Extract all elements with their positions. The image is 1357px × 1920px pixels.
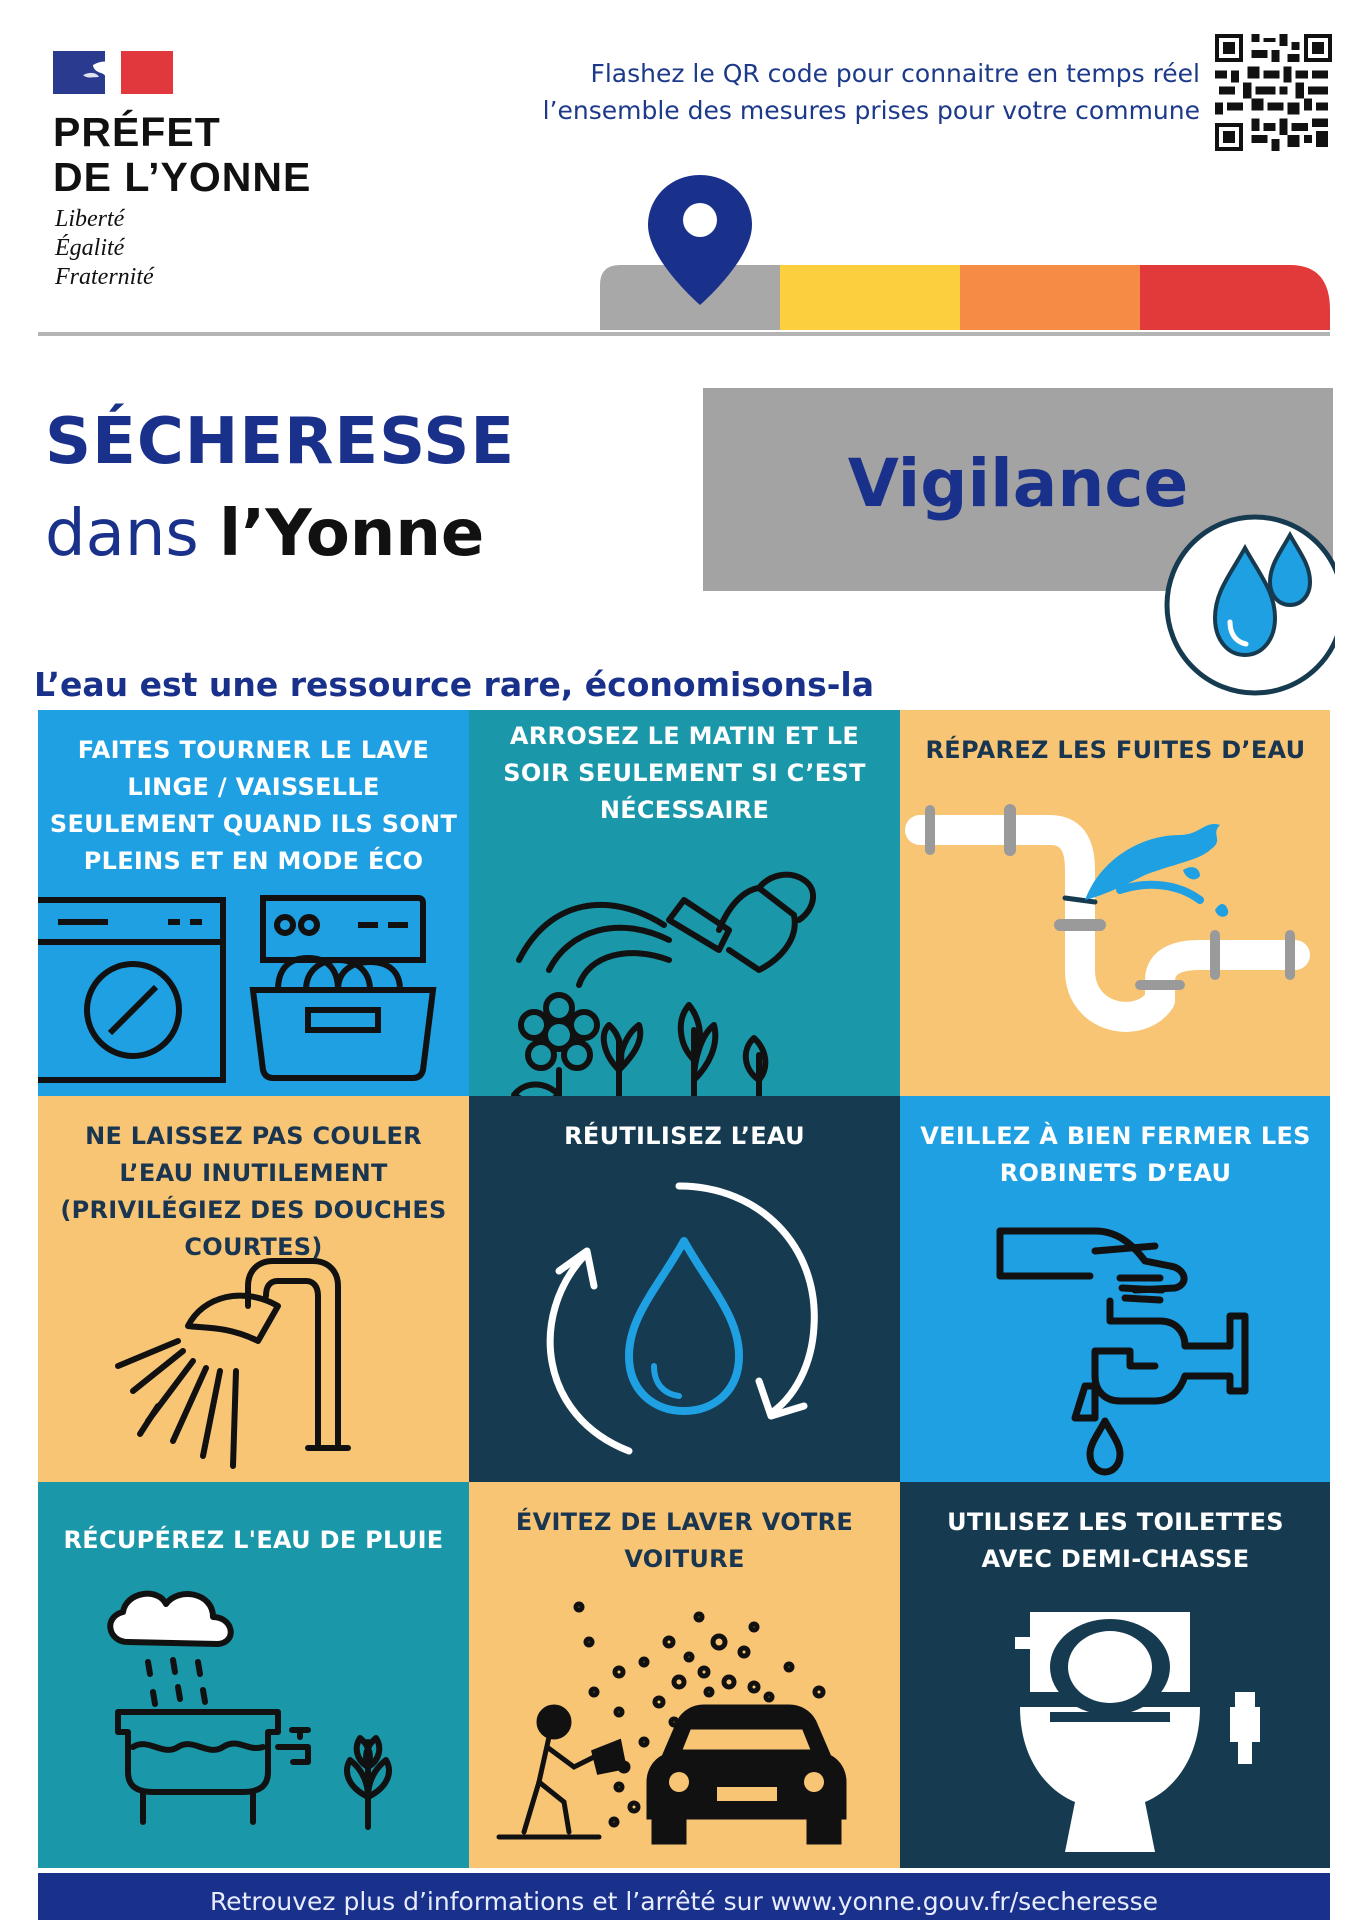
tip-car-wash	[469, 1482, 900, 1868]
water-drops-icon	[1160, 510, 1335, 700]
gauge-segment-red	[1140, 265, 1330, 330]
caption-line: (PRIVILÉGIEZ DES DOUCHES	[60, 1196, 447, 1224]
recycle-drop-icon	[469, 1166, 900, 1482]
leaking-pipe-icon	[900, 790, 1330, 1096]
tip-rainwater	[38, 1482, 469, 1868]
qr-instructions	[440, 55, 1200, 129]
tip-toilet	[900, 1482, 1330, 1868]
motto-line: Liberté	[55, 206, 125, 232]
caption-line: SEULEMENT QUAND ILS SONT	[49, 810, 458, 838]
watering-can-icon	[469, 820, 900, 1096]
caption-line: UTILISEZ LES TOILETTES	[947, 1508, 1284, 1536]
drought-level-gauge	[600, 170, 1330, 335]
caption-line: LINGE / VAISSELLE	[127, 773, 380, 801]
tip-caption	[38, 1118, 469, 1266]
header-divider	[38, 332, 1330, 336]
caption-line: NE LAISSEZ PAS COULER	[85, 1122, 422, 1150]
caption-line: FAITES TOURNER LE LAVE	[77, 736, 430, 764]
level-label: Vigilance	[847, 445, 1189, 522]
motto-line: Égalité	[55, 235, 125, 261]
tip-caption	[38, 1522, 469, 1559]
tips-heading: L’eau est une ressource rare, économisons-la	[34, 665, 874, 704]
tips-grid	[38, 710, 1330, 1870]
tip-caption	[900, 732, 1330, 769]
tip-close-taps	[900, 1096, 1330, 1482]
faucet-hand-icon	[900, 1206, 1330, 1482]
tip-shower	[38, 1096, 469, 1482]
tip-caption	[469, 1118, 900, 1155]
tip-caption	[469, 1504, 900, 1578]
tip-washing-machine	[38, 710, 469, 1096]
caption-line: RÉUTILISEZ L’EAU	[564, 1122, 805, 1150]
title-region: l’Yonne	[219, 497, 485, 571]
caption-line: PLEINS ET EN MODE ÉCO	[83, 847, 424, 875]
caption-line: ROBINETS D’EAU	[999, 1159, 1232, 1187]
prefet-line: PRÉFET	[53, 109, 221, 155]
caption-line: ÉVITEZ DE LAVER VOTRE	[515, 1508, 854, 1536]
caption-line: AVEC DEMI-CHASSE	[981, 1545, 1250, 1573]
caption-line: SOIR SEULEMENT SI C’EST	[503, 759, 866, 787]
title-prefix: dans	[45, 497, 220, 571]
caption-line: VEILLEZ À BIEN FERMER LES	[920, 1122, 1311, 1150]
gauge-segment-yellow	[780, 265, 960, 330]
tip-caption	[469, 718, 900, 829]
prefet-title	[53, 110, 311, 200]
tip-caption	[38, 732, 469, 880]
tip-caption	[900, 1504, 1330, 1578]
car-wash-icon	[469, 1582, 900, 1868]
caption-line: NÉCESSAIRE	[599, 796, 770, 824]
footer-banner	[38, 1873, 1330, 1920]
marianne-flag-logo	[53, 51, 173, 94]
caption-line: RÉPAREZ LES FUITES D’EAU	[925, 736, 1306, 764]
tip-caption	[900, 1118, 1330, 1192]
republic-motto	[55, 205, 154, 292]
toilet-icon	[900, 1592, 1330, 1868]
tip-leaks	[900, 710, 1330, 1096]
caption-line: L’EAU INUTILEMENT	[119, 1159, 388, 1187]
tip-reuse-water	[469, 1096, 900, 1482]
qr-code[interactable]	[1215, 34, 1332, 151]
page-subtitle	[45, 497, 484, 571]
tip-watering	[469, 710, 900, 1096]
prefet-line: DE L’YONNE	[53, 154, 312, 200]
footer-text[interactable]: Retrouvez plus d’informations et l’arrêté sur www.yonne.gouv.fr/secheresse	[209, 1887, 1159, 1916]
caption-line: RÉCUPÉREZ L'EAU DE PLUIE	[63, 1526, 444, 1554]
shower-icon	[38, 1256, 469, 1482]
caption-line: VOITURE	[624, 1545, 745, 1573]
page-title: SÉCHERESSE	[45, 405, 516, 479]
caption-line: COURTES)	[184, 1233, 323, 1261]
motto-line: Fraternité	[55, 264, 154, 290]
qr-instruction-line: l’ensemble des mesures prises pour votre commune	[542, 96, 1200, 125]
washing-machine-dishwasher-icon	[38, 890, 469, 1096]
qr-instruction-line: Flashez le QR code pour connaitre en temps réel	[590, 59, 1200, 88]
rain-tank-icon	[38, 1582, 469, 1868]
gauge-segment-orange	[960, 265, 1140, 330]
caption-line: ARROSEZ LE MATIN ET LE	[509, 722, 860, 750]
